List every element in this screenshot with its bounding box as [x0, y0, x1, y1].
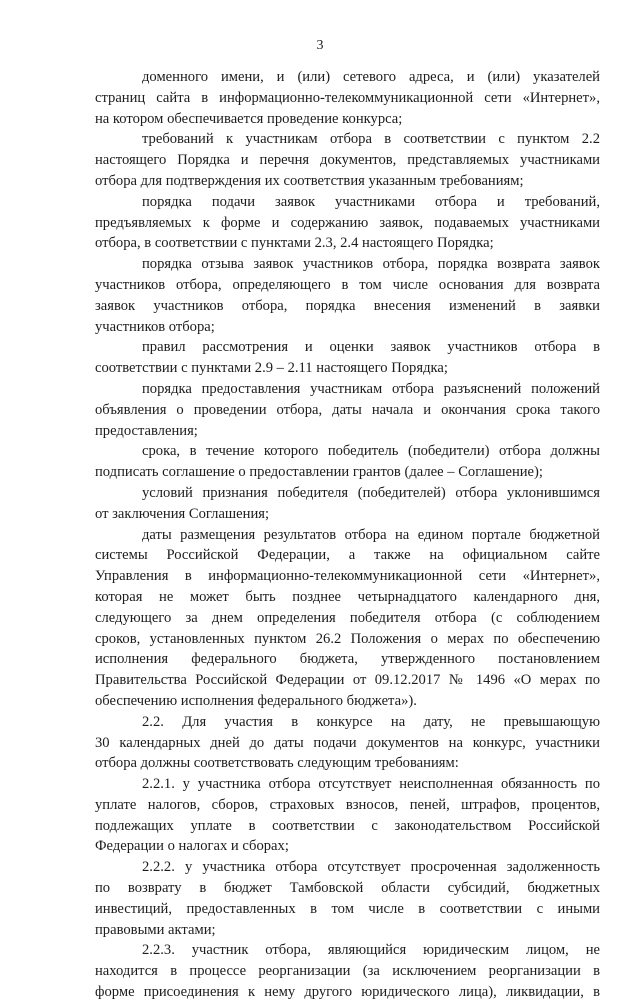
text-line: на котором обеспечивается проведение конкурса;: [95, 110, 403, 127]
text-line: страниц сайта в информационно-телекоммуникационной сети «Интернет»,: [95, 89, 600, 106]
text-line: участников отбора;: [95, 318, 215, 335]
text-line: порядка подачи заявок участниками отбора и требований,: [142, 193, 600, 210]
text-line: отбора должны соответствовать следующим требованиям:: [95, 755, 459, 772]
text-line: участников отбора, определяющего в том числе основания для возврата: [95, 276, 600, 293]
text-line: настоящего Порядка и перечня документов, представляемых участниками: [95, 152, 600, 169]
page-number: 3: [316, 38, 324, 53]
text-line: соответствии с пунктами 2.9 – 2.11 настоящего Порядка;: [95, 360, 448, 377]
text-line: инвестиций, предоставленных в том числе в соответствии с иными: [95, 900, 600, 917]
text-line: доменного имени, и (или) сетевого адреса, и (или) указателей: [142, 69, 600, 85]
text-line: объявления о проведении отбора, даты начала и окончания срока такого: [95, 401, 600, 418]
text-line: форме присоединения к нему другого юридического лица), ликвидации, в: [95, 984, 600, 1001]
text-line: Правительства Российской Федерации от 09.12.2017 № 1496 «О мерах по: [95, 672, 600, 689]
text-line: обеспечению исполнения федерального бюджета»).: [95, 692, 417, 709]
text-line: правовыми актами;: [95, 921, 216, 938]
text-line: подписать соглашение о предоставлении грантов (далее – Соглашение);: [95, 464, 543, 481]
text-line: условий признания победителя (победителей) отбора уклонившимся: [142, 484, 600, 501]
text-line: Управления в информационно-телекоммуникационной сети «Интернет»,: [95, 568, 600, 585]
text-line: уплате налогов, сборов, страховых взносов, пеней, штрафов, процентов,: [95, 796, 600, 813]
text-line: которая не может быть позднее четырнадцатого календарного дня,: [95, 588, 600, 605]
text-line: по возврату в бюджет Тамбовской области субсидий, бюджетных: [95, 880, 600, 897]
text-line: 2.2.3. участник отбора, являющийся юридическим лицом, не: [142, 942, 600, 959]
text-line: правил рассмотрения и оценки заявок участников отбора в: [142, 339, 600, 356]
document-body: [95, 67, 600, 1003]
text-line: требований к участникам отбора в соответствии с пунктом 2.2: [142, 131, 600, 148]
text-line: 2.2.1. у участника отбора отсутствует неисполненная обязанность по: [142, 776, 600, 793]
text-line: отбора для подтверждения их соответствия указанным требованиям;: [95, 172, 524, 189]
text-line: предоставления;: [95, 422, 198, 439]
text-line: исполнения федерального бюджета, утвержденного постановлением: [95, 651, 600, 668]
text-line: срока, в течение которого победитель (победители) отбора должны: [142, 443, 600, 460]
text-line: заявок участников отбора, порядка внесения изменений в заявки: [95, 297, 600, 314]
text-line: следующего за днем определения победителя отбора (с соблюдением: [95, 609, 600, 626]
text-line: 2.2. Для участия в конкурсе на дату, не превышающую: [142, 713, 600, 730]
text-line: даты размещения результатов отбора на едином портале бюджетной: [142, 526, 600, 543]
text-line: отбора, в соответствии с пунктами 2.3, 2.4 настоящего Порядка;: [95, 235, 494, 252]
text-line: предъявляемых к форме и содержанию заявок, подаваемых участниками: [95, 214, 600, 231]
text-line: от заключения Соглашения;: [95, 505, 270, 522]
text-line: Федерации о налогах и сборах;: [95, 838, 289, 855]
text-line: порядка предоставления участникам отбора разъяснений положений: [142, 380, 600, 397]
text-line: 2.2.2. у участника отбора отсутствует просроченная задолженность: [142, 859, 600, 876]
text-line: находится в процессе реорганизации (за исключением реорганизации в: [95, 963, 600, 980]
text-line: порядка отзыва заявок участников отбора, порядка возврата заявок: [142, 256, 600, 273]
text-line: 30 календарных дней до даты подачи документов на конкурс, участники: [95, 734, 600, 751]
text-line: системы Российской Федерации, а также на официальном сайте: [95, 547, 600, 564]
text-line: сроков, установленных пунктом 26.2 Положения о мерах по обеспечению: [95, 630, 600, 647]
text-line: подлежащих уплате в соответствии с законодательством Российской: [95, 817, 600, 834]
